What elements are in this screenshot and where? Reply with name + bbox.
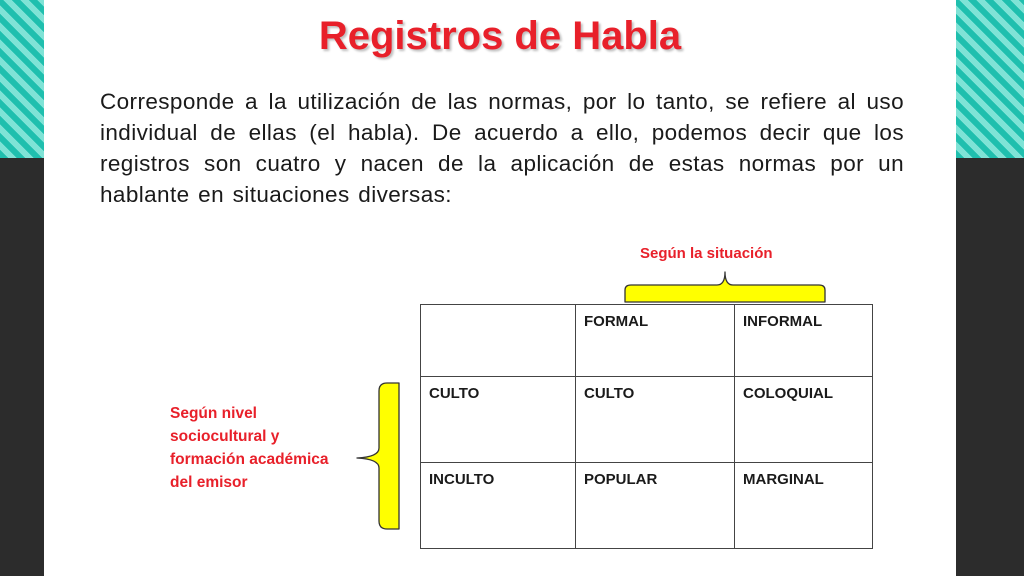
- slide-title: Registros de Habla: [318, 14, 682, 58]
- table-header-informal: INFORMAL: [735, 305, 873, 377]
- row-header-inculto: INCULTO: [421, 463, 576, 549]
- registers-table: [420, 304, 873, 549]
- label-segun-situacion: Según la situación: [640, 245, 773, 262]
- table-cell-marginal: MARGINAL: [735, 463, 873, 549]
- intro-paragraph: Corresponde a la utilización de las normas, por lo tanto, se refiere al uso individual de ellas (el habla). De acuerdo a ello, podemos decir que los registros son cuatro y nacen de la aplicación de estas normas por un hablante en situaciones diversas:: [100, 89, 904, 207]
- table-header-row: [421, 305, 873, 377]
- table-cell-popular: POPULAR: [576, 463, 735, 549]
- table-row: [421, 463, 873, 549]
- horizontal-brace-icon: [622, 268, 828, 304]
- table-row: [421, 377, 873, 463]
- label-segun-nivel: Según nivel sociocultural y formación académica del emisor: [170, 405, 329, 491]
- table-header-formal: FORMAL: [576, 305, 735, 377]
- table-cell-empty: [421, 305, 576, 377]
- table-cell-culto: CULTO: [576, 377, 735, 463]
- decorative-stripe-left: [0, 0, 44, 158]
- row-header-culto: CULTO: [421, 377, 576, 463]
- decorative-stripe-right: [956, 0, 1024, 158]
- slide: [44, 0, 956, 576]
- table-cell-coloquial: COLOQUIAL: [735, 377, 873, 463]
- vertical-brace-icon: [354, 380, 404, 532]
